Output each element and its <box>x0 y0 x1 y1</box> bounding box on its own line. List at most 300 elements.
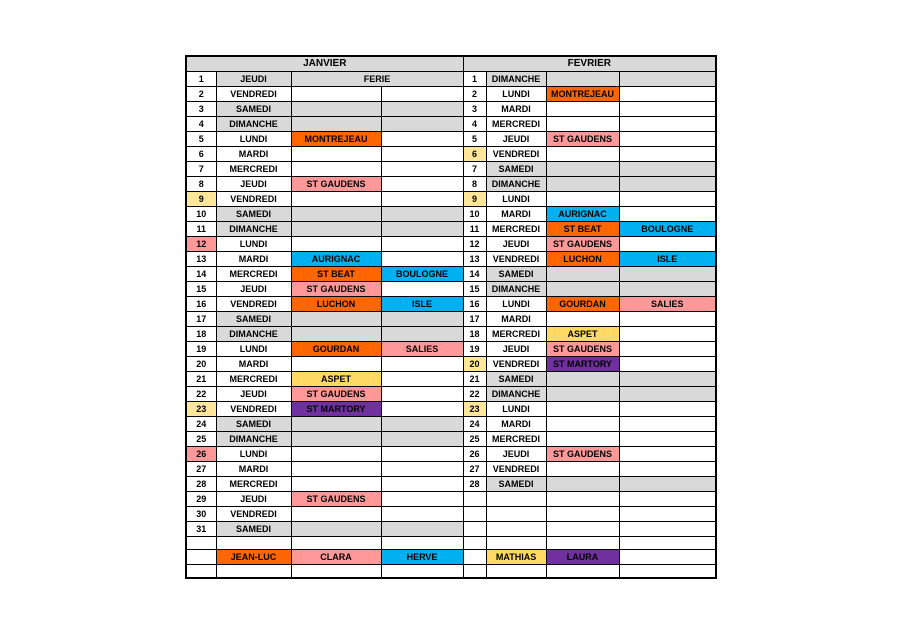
bottom-row-cell <box>463 564 486 578</box>
feb-day-name <box>486 521 546 536</box>
feb-day-number: 25 <box>463 431 486 446</box>
jan-day-name: LUNDI <box>216 341 291 356</box>
jan-location-2 <box>381 386 463 401</box>
jan-day-name: DIMANCHE <box>216 221 291 236</box>
feb-day-number: 18 <box>463 326 486 341</box>
feb-day-number: 22 <box>463 386 486 401</box>
feb-location-2 <box>619 131 716 146</box>
calendar-row <box>186 341 716 356</box>
calendar-row <box>186 371 716 386</box>
calendar-row <box>186 461 716 476</box>
feb-day-number: 19 <box>463 341 486 356</box>
jan-location-2 <box>381 131 463 146</box>
jan-location-1: ST GAUDENS <box>291 386 381 401</box>
jan-day-number: 18 <box>186 326 216 341</box>
feb-location-2 <box>619 491 716 506</box>
feb-day-number: 13 <box>463 251 486 266</box>
jan-day-number: 23 <box>186 401 216 416</box>
jan-location-1 <box>291 236 381 251</box>
feb-location-2 <box>619 521 716 536</box>
jan-location-2 <box>381 281 463 296</box>
jan-location-1 <box>291 221 381 236</box>
feb-day-name: LUNDI <box>486 401 546 416</box>
jan-location-2 <box>381 101 463 116</box>
jan-day-name: VENDREDI <box>216 506 291 521</box>
feb-day-name: LUNDI <box>486 296 546 311</box>
feb-location-1 <box>546 476 619 491</box>
feb-location-2 <box>619 146 716 161</box>
feb-day-number: 3 <box>463 101 486 116</box>
feb-location-1: AURIGNAC <box>546 206 619 221</box>
feb-day-name: JEUDI <box>486 341 546 356</box>
jan-location-1 <box>291 311 381 326</box>
jan-location-2 <box>381 206 463 221</box>
calendar-row <box>186 71 716 86</box>
calendar-body <box>186 71 716 578</box>
jan-day-name: SAMEDI <box>216 101 291 116</box>
jan-day-name: DIMANCHE <box>216 326 291 341</box>
jan-location-1 <box>291 446 381 461</box>
jan-day-number: 5 <box>186 131 216 146</box>
spacer-row-cell <box>463 536 486 549</box>
feb-day-number: 9 <box>463 191 486 206</box>
legend-clara: CLARA <box>291 549 381 564</box>
bottom-row-cell <box>186 564 216 578</box>
jan-day-number: 2 <box>186 86 216 101</box>
jan-day-number: 10 <box>186 206 216 221</box>
jan-day-name: MARDI <box>216 251 291 266</box>
feb-location-1 <box>546 176 619 191</box>
jan-location-1: ST GAUDENS <box>291 176 381 191</box>
calendar-row <box>186 86 716 101</box>
feb-day-name: MERCREDI <box>486 221 546 236</box>
jan-location-2 <box>381 521 463 536</box>
feb-day-number: 16 <box>463 296 486 311</box>
calendar-row <box>186 191 716 206</box>
feb-day-name: JEUDI <box>486 236 546 251</box>
jan-day-name: MERCREDI <box>216 371 291 386</box>
feb-day-name: SAMEDI <box>486 161 546 176</box>
jan-day-name: LUNDI <box>216 446 291 461</box>
month-header-row <box>186 56 716 71</box>
jan-day-name: JEUDI <box>216 281 291 296</box>
jan-location-1 <box>291 356 381 371</box>
feb-day-number: 23 <box>463 401 486 416</box>
feb-day-name: VENDREDI <box>486 356 546 371</box>
bottom-row-cell <box>216 564 291 578</box>
feb-day-name: VENDREDI <box>486 251 546 266</box>
jan-location-2 <box>381 416 463 431</box>
feb-location-1 <box>546 101 619 116</box>
jan-day-name: SAMEDI <box>216 521 291 536</box>
feb-location-1 <box>546 371 619 386</box>
feb-location-1: ASPET <box>546 326 619 341</box>
feb-day-number: 20 <box>463 356 486 371</box>
jan-location-2 <box>381 251 463 266</box>
feb-location-2 <box>619 401 716 416</box>
feb-day-number: 4 <box>463 116 486 131</box>
jan-day-number: 11 <box>186 221 216 236</box>
feb-location-1 <box>546 491 619 506</box>
feb-location-1 <box>546 146 619 161</box>
calendar-row <box>186 386 716 401</box>
feb-location-1 <box>546 416 619 431</box>
jan-day-number: 26 <box>186 446 216 461</box>
feb-location-2 <box>619 71 716 86</box>
jan-location-2 <box>381 86 463 101</box>
feb-location-2 <box>619 311 716 326</box>
feb-location-1: ST GAUDENS <box>546 341 619 356</box>
jan-day-number: 20 <box>186 356 216 371</box>
jan-day-name: VENDREDI <box>216 191 291 206</box>
feb-location-1 <box>546 281 619 296</box>
jan-day-name: SAMEDI <box>216 416 291 431</box>
jan-day-name: DIMANCHE <box>216 431 291 446</box>
feb-day-name: LUNDI <box>486 86 546 101</box>
jan-day-number: 29 <box>186 491 216 506</box>
feb-location-2 <box>619 371 716 386</box>
feb-day-name: DIMANCHE <box>486 281 546 296</box>
jan-location-2 <box>381 326 463 341</box>
jan-day-name: MERCREDI <box>216 266 291 281</box>
feb-day-number: 26 <box>463 446 486 461</box>
spacer-row-cell <box>291 536 381 549</box>
jan-location-2 <box>381 146 463 161</box>
jan-location-2 <box>381 161 463 176</box>
bottom-row-cell <box>486 564 546 578</box>
jan-day-number: 19 <box>186 341 216 356</box>
feb-day-number: 2 <box>463 86 486 101</box>
feb-day-name: MARDI <box>486 206 546 221</box>
feb-location-2 <box>619 326 716 341</box>
spacer-row-cell <box>546 536 619 549</box>
jan-day-name: DIMANCHE <box>216 116 291 131</box>
jan-location-1 <box>291 86 381 101</box>
calendar-row <box>186 131 716 146</box>
jan-day-name: VENDREDI <box>216 401 291 416</box>
bottom-row-cell <box>619 564 716 578</box>
jan-location-1 <box>291 116 381 131</box>
feb-day-name: VENDREDI <box>486 461 546 476</box>
feb-day-number: 17 <box>463 311 486 326</box>
feb-location-2 <box>619 191 716 206</box>
month-title-fevrier: FEVRIER <box>463 56 716 71</box>
feb-day-number <box>463 506 486 521</box>
feb-day-name: SAMEDI <box>486 476 546 491</box>
jan-day-number: 14 <box>186 266 216 281</box>
feb-day-number: 21 <box>463 371 486 386</box>
jan-day-number: 31 <box>186 521 216 536</box>
feb-day-name: SAMEDI <box>486 371 546 386</box>
calendar-table <box>185 55 717 579</box>
feb-day-name: MARDI <box>486 416 546 431</box>
legend-row <box>186 549 716 564</box>
feb-location-1 <box>546 191 619 206</box>
feb-location-2 <box>619 446 716 461</box>
jan-day-number: 7 <box>186 161 216 176</box>
feb-location-1: LUCHON <box>546 251 619 266</box>
feb-location-1 <box>546 161 619 176</box>
legend-empty-cell <box>463 549 486 564</box>
calendar-row <box>186 116 716 131</box>
calendar-row <box>186 101 716 116</box>
jan-day-name: MARDI <box>216 146 291 161</box>
feb-day-number: 1 <box>463 71 486 86</box>
feb-location-1 <box>546 401 619 416</box>
feb-day-name <box>486 506 546 521</box>
jan-location-1 <box>291 326 381 341</box>
feb-location-2: ISLE <box>619 251 716 266</box>
jan-day-name: MERCREDI <box>216 476 291 491</box>
jan-day-name: JEUDI <box>216 176 291 191</box>
jan-location-1 <box>291 161 381 176</box>
feb-location-1 <box>546 71 619 86</box>
feb-day-number: 5 <box>463 131 486 146</box>
feb-location-2 <box>619 161 716 176</box>
jan-day-number: 9 <box>186 191 216 206</box>
feb-day-name: DIMANCHE <box>486 176 546 191</box>
spacer-row-cell <box>381 536 463 549</box>
bottom-row-cell <box>291 564 381 578</box>
legend-mathias: MATHIAS <box>486 549 546 564</box>
bottom-row <box>186 564 716 578</box>
calendar-sheet <box>185 55 717 579</box>
feb-location-2 <box>619 266 716 281</box>
jan-day-number: 16 <box>186 296 216 311</box>
feb-day-name: JEUDI <box>486 446 546 461</box>
calendar-row <box>186 431 716 446</box>
bottom-row-cell <box>381 564 463 578</box>
feb-day-number <box>463 521 486 536</box>
calendar-row <box>186 281 716 296</box>
jan-day-number: 28 <box>186 476 216 491</box>
jan-location-2: BOULOGNE <box>381 266 463 281</box>
feb-location-1 <box>546 266 619 281</box>
jan-day-number: 30 <box>186 506 216 521</box>
feb-location-1: ST GAUDENS <box>546 446 619 461</box>
jan-location-1 <box>291 191 381 206</box>
jan-location-1: MONTREJEAU <box>291 131 381 146</box>
feb-day-number: 27 <box>463 461 486 476</box>
jan-location-1 <box>291 101 381 116</box>
feb-day-name: MERCREDI <box>486 116 546 131</box>
feb-location-2 <box>619 206 716 221</box>
jan-day-name: VENDREDI <box>216 86 291 101</box>
jan-day-name: JEUDI <box>216 491 291 506</box>
jan-location-2 <box>381 371 463 386</box>
calendar-row <box>186 296 716 311</box>
spacer-row-cell <box>216 536 291 549</box>
feb-day-number: 28 <box>463 476 486 491</box>
calendar-row <box>186 221 716 236</box>
feb-location-1 <box>546 521 619 536</box>
jan-location-1 <box>291 476 381 491</box>
calendar-row <box>186 146 716 161</box>
feb-day-name: LUNDI <box>486 191 546 206</box>
feb-day-number: 11 <box>463 221 486 236</box>
calendar-row <box>186 446 716 461</box>
jan-location-1: ASPET <box>291 371 381 386</box>
jan-day-name: LUNDI <box>216 131 291 146</box>
jan-day-number: 25 <box>186 431 216 446</box>
jan-location-1: ST MARTORY <box>291 401 381 416</box>
feb-day-name: DIMANCHE <box>486 71 546 86</box>
jan-day-name: JEUDI <box>216 71 291 86</box>
jan-day-number: 24 <box>186 416 216 431</box>
legend-jean-luc: JEAN-LUC <box>216 549 291 564</box>
feb-location-1 <box>546 116 619 131</box>
jan-day-number: 3 <box>186 101 216 116</box>
feb-day-name: MERCREDI <box>486 431 546 446</box>
feb-day-name: MARDI <box>486 101 546 116</box>
feb-location-2 <box>619 116 716 131</box>
calendar-row <box>186 491 716 506</box>
jan-day-number: 13 <box>186 251 216 266</box>
jan-day-name: VENDREDI <box>216 296 291 311</box>
feb-day-number <box>463 491 486 506</box>
calendar-row <box>186 161 716 176</box>
jan-day-number: 15 <box>186 281 216 296</box>
feb-location-1: GOURDAN <box>546 296 619 311</box>
feb-location-1 <box>546 461 619 476</box>
feb-location-2 <box>619 461 716 476</box>
jan-location-1 <box>291 431 381 446</box>
feb-location-2: BOULOGNE <box>619 221 716 236</box>
jan-location-2 <box>381 431 463 446</box>
feb-day-number: 8 <box>463 176 486 191</box>
jan-day-number: 21 <box>186 371 216 386</box>
feb-location-1: MONTREJEAU <box>546 86 619 101</box>
jan-day-name: SAMEDI <box>216 311 291 326</box>
jan-location-1: ST GAUDENS <box>291 281 381 296</box>
jan-location-2 <box>381 476 463 491</box>
jan-day-number: 4 <box>186 116 216 131</box>
feb-day-number: 12 <box>463 236 486 251</box>
jan-location-2 <box>381 491 463 506</box>
jan-location-2 <box>381 356 463 371</box>
feb-day-number: 15 <box>463 281 486 296</box>
feb-day-number: 24 <box>463 416 486 431</box>
feb-location-2 <box>619 476 716 491</box>
feb-location-2 <box>619 386 716 401</box>
feb-location-2 <box>619 356 716 371</box>
jan-location-2 <box>381 506 463 521</box>
calendar-row <box>186 356 716 371</box>
jan-location-2: ISLE <box>381 296 463 311</box>
month-title-janvier: JANVIER <box>186 56 463 71</box>
calendar-row <box>186 236 716 251</box>
jan-day-number: 1 <box>186 71 216 86</box>
feb-location-2 <box>619 506 716 521</box>
jan-location-2 <box>381 311 463 326</box>
feb-day-name: JEUDI <box>486 131 546 146</box>
feb-day-number: 6 <box>463 146 486 161</box>
legend-empty-cell <box>186 549 216 564</box>
feb-location-2 <box>619 431 716 446</box>
jan-location-1 <box>291 521 381 536</box>
feb-location-1 <box>546 506 619 521</box>
jan-location-1: LUCHON <box>291 296 381 311</box>
jan-location-2: SALIES <box>381 341 463 356</box>
feb-location-2 <box>619 281 716 296</box>
legend-empty-cell <box>619 549 716 564</box>
spacer-row-cell <box>619 536 716 549</box>
feb-location-2 <box>619 236 716 251</box>
feb-day-number: 7 <box>463 161 486 176</box>
jan-location-1: ST BEAT <box>291 266 381 281</box>
calendar-row <box>186 416 716 431</box>
jan-location-1 <box>291 461 381 476</box>
jan-day-name: MARDI <box>216 461 291 476</box>
jan-location-2 <box>381 401 463 416</box>
jan-location-2 <box>381 461 463 476</box>
jan-location-2 <box>381 116 463 131</box>
feb-location-2 <box>619 86 716 101</box>
feb-location-1 <box>546 311 619 326</box>
jan-location-1 <box>291 416 381 431</box>
calendar-row <box>186 401 716 416</box>
feb-location-2 <box>619 416 716 431</box>
jan-day-name: LUNDI <box>216 236 291 251</box>
jan-day-number: 8 <box>186 176 216 191</box>
jan-day-number: 12 <box>186 236 216 251</box>
calendar-row <box>186 506 716 521</box>
calendar-row <box>186 176 716 191</box>
legend-laura: LAURA <box>546 549 619 564</box>
jan-day-name: MARDI <box>216 356 291 371</box>
jan-location-2 <box>381 446 463 461</box>
jan-day-number: 22 <box>186 386 216 401</box>
jan-location-1 <box>291 506 381 521</box>
calendar-row <box>186 476 716 491</box>
calendar-row <box>186 266 716 281</box>
spacer-row <box>186 536 716 549</box>
jan-day-number: 27 <box>186 461 216 476</box>
feb-day-name: SAMEDI <box>486 266 546 281</box>
jan-location-1: AURIGNAC <box>291 251 381 266</box>
feb-location-2: SALIES <box>619 296 716 311</box>
jan-location-1 <box>291 206 381 221</box>
calendar-row <box>186 311 716 326</box>
jan-location-2 <box>381 191 463 206</box>
jan-location-2 <box>381 176 463 191</box>
feb-location-2 <box>619 101 716 116</box>
jan-location-2 <box>381 221 463 236</box>
spacer-row-cell <box>486 536 546 549</box>
jan-location-1 <box>291 146 381 161</box>
feb-location-1 <box>546 386 619 401</box>
calendar-row <box>186 521 716 536</box>
jan-day-number: 17 <box>186 311 216 326</box>
jan-day-name: SAMEDI <box>216 206 291 221</box>
feb-location-1 <box>546 431 619 446</box>
jan-location-1: GOURDAN <box>291 341 381 356</box>
feb-location-2 <box>619 176 716 191</box>
feb-day-name: MARDI <box>486 311 546 326</box>
feb-day-name: MERCREDI <box>486 326 546 341</box>
feb-location-1: ST GAUDENS <box>546 236 619 251</box>
jan-location-2 <box>381 236 463 251</box>
feb-day-number: 10 <box>463 206 486 221</box>
jan-ferie-cell: FERIE <box>291 71 463 86</box>
feb-location-1: ST MARTORY <box>546 356 619 371</box>
calendar-row <box>186 206 716 221</box>
feb-location-1: ST GAUDENS <box>546 131 619 146</box>
jan-location-1: ST GAUDENS <box>291 491 381 506</box>
calendar-row <box>186 326 716 341</box>
feb-location-1: ST BEAT <box>546 221 619 236</box>
spacer-row-cell <box>186 536 216 549</box>
